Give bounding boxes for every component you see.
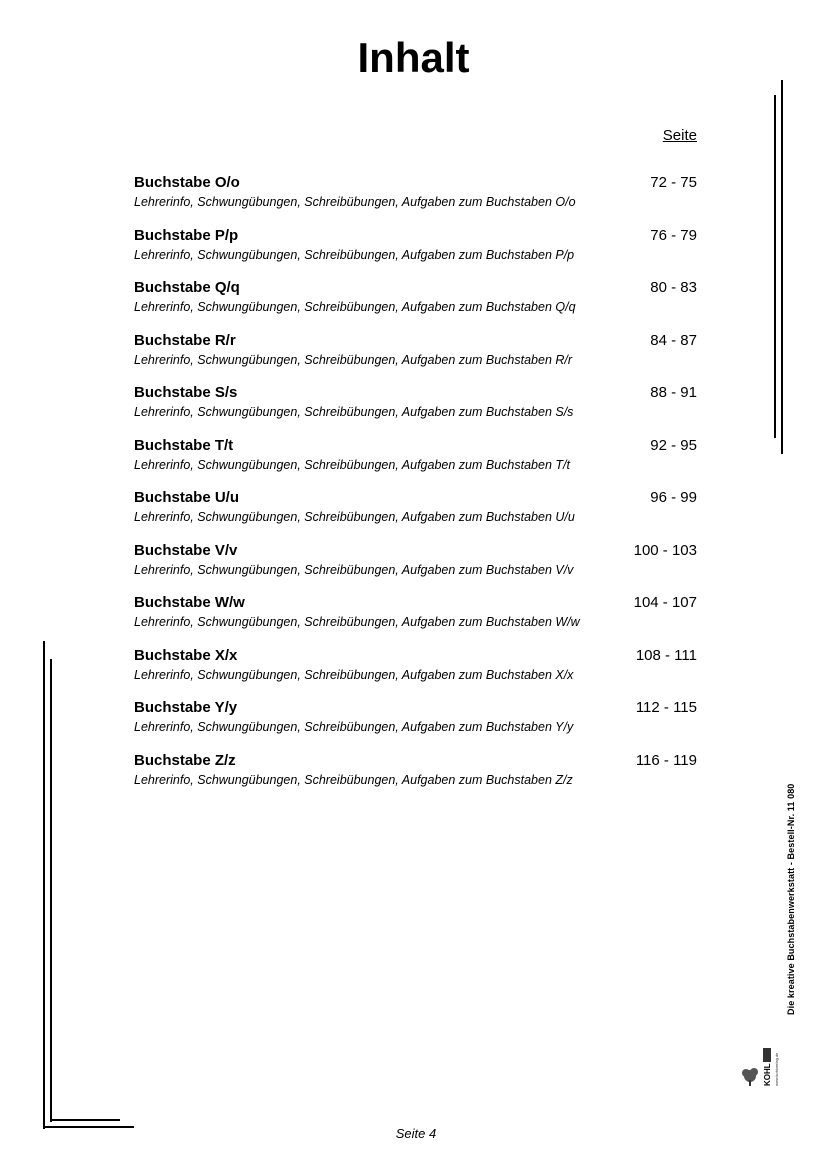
toc-entry-title: Buchstabe X/x bbox=[134, 646, 238, 664]
side-order-text: Die kreative Buchstabenwerkstatt - Bestell-Nr. 11 080 bbox=[786, 783, 796, 1015]
toc-entry-pages: 112 - 115 bbox=[635, 699, 697, 716]
toc-entry-pages: 76 - 79 bbox=[650, 226, 697, 244]
right-frame-line-outer bbox=[781, 80, 783, 454]
toc-entry bbox=[134, 383, 697, 436]
toc-entry-title: Buchstabe R/r bbox=[134, 331, 236, 349]
toc-entry-title: Buchstabe U/u bbox=[134, 489, 240, 506]
toc-entry bbox=[134, 646, 697, 699]
kohl-logo-icon bbox=[740, 1018, 788, 1090]
toc-entry-pages: 84 - 87 bbox=[650, 331, 697, 349]
toc-entry-pages: 72 - 75 bbox=[650, 174, 697, 191]
toc-entry-pages: 92 - 95 bbox=[650, 436, 697, 454]
page-footer: Seite 4 bbox=[395, 1126, 437, 1141]
toc-entry-pages: 88 - 91 bbox=[650, 384, 697, 401]
toc-entry-pages: 100 - 103 bbox=[633, 541, 697, 559]
toc-entry-title: Buchstabe Z/z bbox=[134, 751, 236, 769]
page-title: Inhalt bbox=[357, 34, 470, 81]
toc-entry bbox=[134, 488, 697, 541]
toc-entry bbox=[134, 436, 697, 489]
toc-entry-description: Lehrerinfo, Schwungübungen, Schreibübungen, Aufgaben zum Buchstaben O/o bbox=[134, 195, 576, 209]
toc-entry-title: Buchstabe S/s bbox=[134, 384, 238, 401]
toc-entry-title: Buchstabe O/o bbox=[134, 174, 240, 191]
toc-list bbox=[134, 173, 697, 803]
toc-entry-title: Buchstabe T/t bbox=[134, 436, 234, 454]
toc-entry-pages: 116 - 119 bbox=[635, 751, 697, 769]
page-column-header: Seite bbox=[662, 127, 697, 144]
toc-entry-title: Buchstabe W/w bbox=[134, 594, 245, 611]
toc-entry-description: Lehrerinfo, Schwungübungen, Schreibübungen, Aufgaben zum Buchstaben Y/y bbox=[134, 720, 574, 734]
toc-entry bbox=[134, 541, 697, 594]
toc-entry-pages: 80 - 83 bbox=[650, 279, 697, 296]
toc-entry-title: Buchstabe V/v bbox=[134, 541, 238, 559]
toc-entry-description: Lehrerinfo, Schwungübungen, Schreibübungen, Aufgaben zum Buchstaben Q/q bbox=[134, 300, 576, 314]
toc-entry-description: Lehrerinfo, Schwungübungen, Schreibübungen, Aufgaben zum Buchstaben S/s bbox=[134, 405, 574, 419]
toc-entry-title: Buchstabe Y/y bbox=[134, 699, 238, 716]
bottom-frame-line-inner bbox=[50, 1119, 120, 1121]
toc-entry-title: Buchstabe Q/q bbox=[134, 279, 240, 296]
toc-entry-description: Lehrerinfo, Schwungübungen, Schreibübungen, Aufgaben zum Buchstaben T/t bbox=[134, 457, 570, 472]
toc-entry-description: Lehrerinfo, Schwungübungen, Schreibübungen, Aufgaben zum Buchstaben R/r bbox=[134, 352, 573, 367]
toc-entry-title: Buchstabe P/p bbox=[134, 226, 239, 244]
toc-entry bbox=[134, 698, 697, 751]
svg-text:www.kohlverlag.de: www.kohlverlag.de bbox=[774, 1052, 779, 1086]
left-frame-line-outer bbox=[43, 641, 45, 1129]
toc-entry-description: Lehrerinfo, Schwungübungen, Schreibübungen, Aufgaben zum Buchstaben V/v bbox=[134, 562, 574, 577]
toc-entry-pages: 96 - 99 bbox=[650, 489, 697, 506]
toc-entry bbox=[134, 751, 697, 804]
toc-entry bbox=[134, 331, 697, 384]
toc-entry bbox=[134, 173, 697, 226]
toc-entry-description: Lehrerinfo, Schwungübungen, Schreibübungen, Aufgaben zum Buchstaben Z/z bbox=[134, 772, 573, 787]
toc-entry bbox=[134, 278, 697, 331]
toc-entry-description: Lehrerinfo, Schwungübungen, Schreibübungen, Aufgaben zum Buchstaben P/p bbox=[134, 247, 575, 262]
svg-text:KOHL: KOHL bbox=[763, 1063, 772, 1086]
toc-entry-pages: 108 - 111 bbox=[635, 646, 697, 664]
left-frame-line-inner bbox=[50, 659, 52, 1122]
toc-entry-pages: 104 - 107 bbox=[633, 594, 697, 611]
toc-entry bbox=[134, 226, 697, 279]
toc-entry-description: Lehrerinfo, Schwungübungen, Schreibübungen, Aufgaben zum Buchstaben X/x bbox=[134, 667, 574, 682]
toc-entry bbox=[134, 593, 697, 646]
right-frame-line-inner bbox=[774, 95, 776, 438]
publisher-logo bbox=[740, 1018, 788, 1090]
toc-entry-description: Lehrerinfo, Schwungübungen, Schreibübungen, Aufgaben zum Buchstaben W/w bbox=[134, 615, 580, 629]
toc-entry-description: Lehrerinfo, Schwungübungen, Schreibübungen, Aufgaben zum Buchstaben U/u bbox=[134, 510, 575, 524]
